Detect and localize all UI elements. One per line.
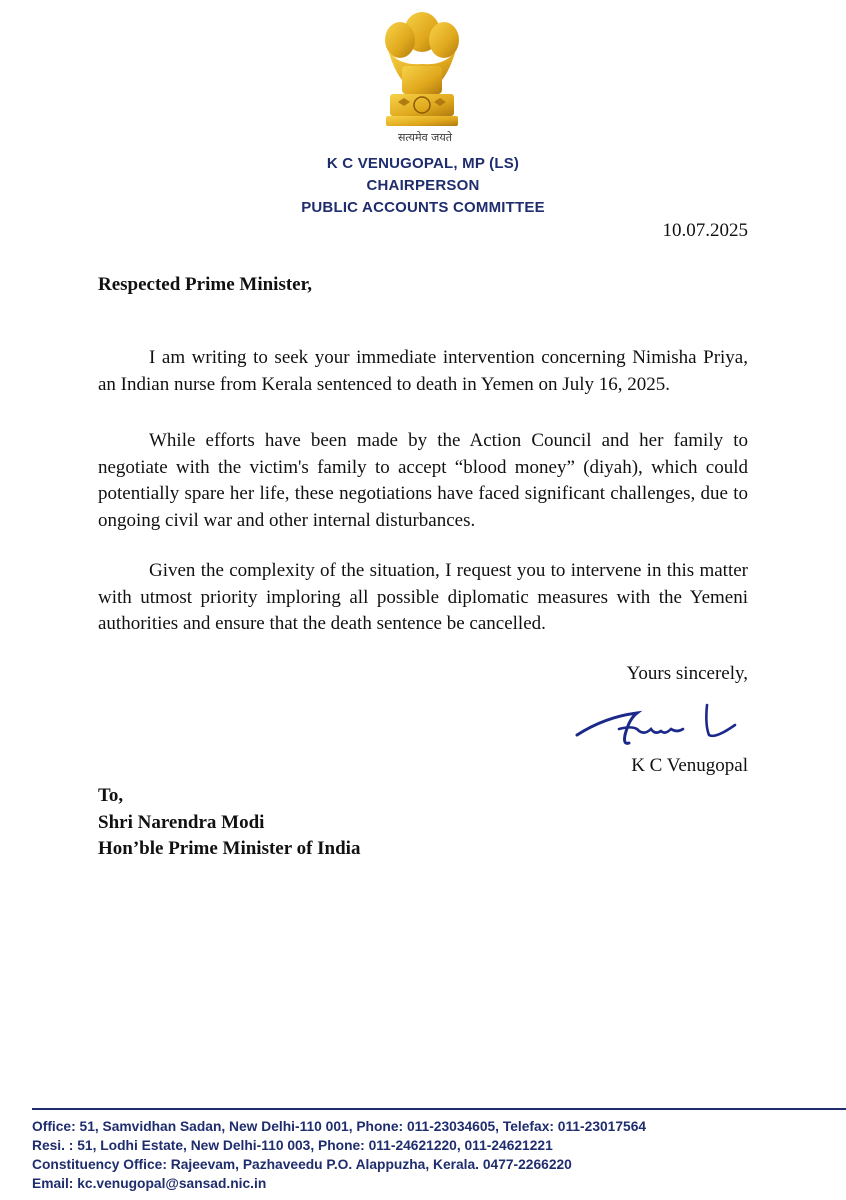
body-paragraph-1: I am writing to seek your immediate intervention concerning Nimisha Priya, an Indian nurse from Kerala sentenced to death in Yemen on July 16, 2025. — [98, 347, 748, 395]
closing: Yours sincerely, — [626, 663, 748, 684]
letterhead-committee: PUBLIC ACCOUNTS COMMITTEE — [301, 199, 545, 216]
emblem-motto: सत्यमेव जयते — [397, 131, 452, 144]
footer-constituency: Constituency Office: Rajeevam, Pazhaveedu P.O. Alappuzha, Kerala. 0477-2266220 — [32, 1157, 572, 1172]
salutation: Respected Prime Minister, — [98, 274, 313, 295]
recipient-block — [98, 783, 360, 863]
handwritten-signature — [575, 695, 745, 755]
letterhead-title: CHAIRPERSON — [366, 177, 480, 194]
letter-date: 10.07.2025 — [662, 220, 748, 241]
footer-divider — [32, 1108, 846, 1110]
footer-contact — [32, 1117, 842, 1193]
footer-residence: Resi. : 51, Lodhi Estate, New Delhi-110 003, Phone: 011-24621220, 011-24621221 — [32, 1138, 553, 1153]
recipient-designation: Hon’ble Prime Minister of India — [98, 838, 361, 859]
body-paragraph-3: Given the complexity of the situation, I request you to intervene in this matter with utmost priority imploring all possible diplomatic measures with the Yemeni authorities and ensure that the death sentence be cancelled. — [98, 560, 748, 634]
recipient-name: Shri Narendra Modi — [98, 811, 265, 833]
recipient-to-label: To, — [98, 785, 124, 806]
letterhead-name: K C VENUGOPAL, MP (LS) — [326, 155, 520, 172]
signer-name: K C Venugopal — [631, 755, 748, 776]
footer-office: Office: 51, Samvidhan Sadan, New Delhi-110 001, Phone: 011-23034605, Telefax: 011-23017564 — [32, 1119, 647, 1134]
body-paragraph-2: While efforts have been made by the Action Council and her family to negotiate with the victim's family to accept “blood money” (diyah), which could potentially spare her life, these negotiations have faced significant challenges, due to ongoing civil war and other internal disturbances. — [98, 430, 748, 531]
footer-email: Email: kc.venugopal@sansad.nic.in — [32, 1176, 267, 1191]
